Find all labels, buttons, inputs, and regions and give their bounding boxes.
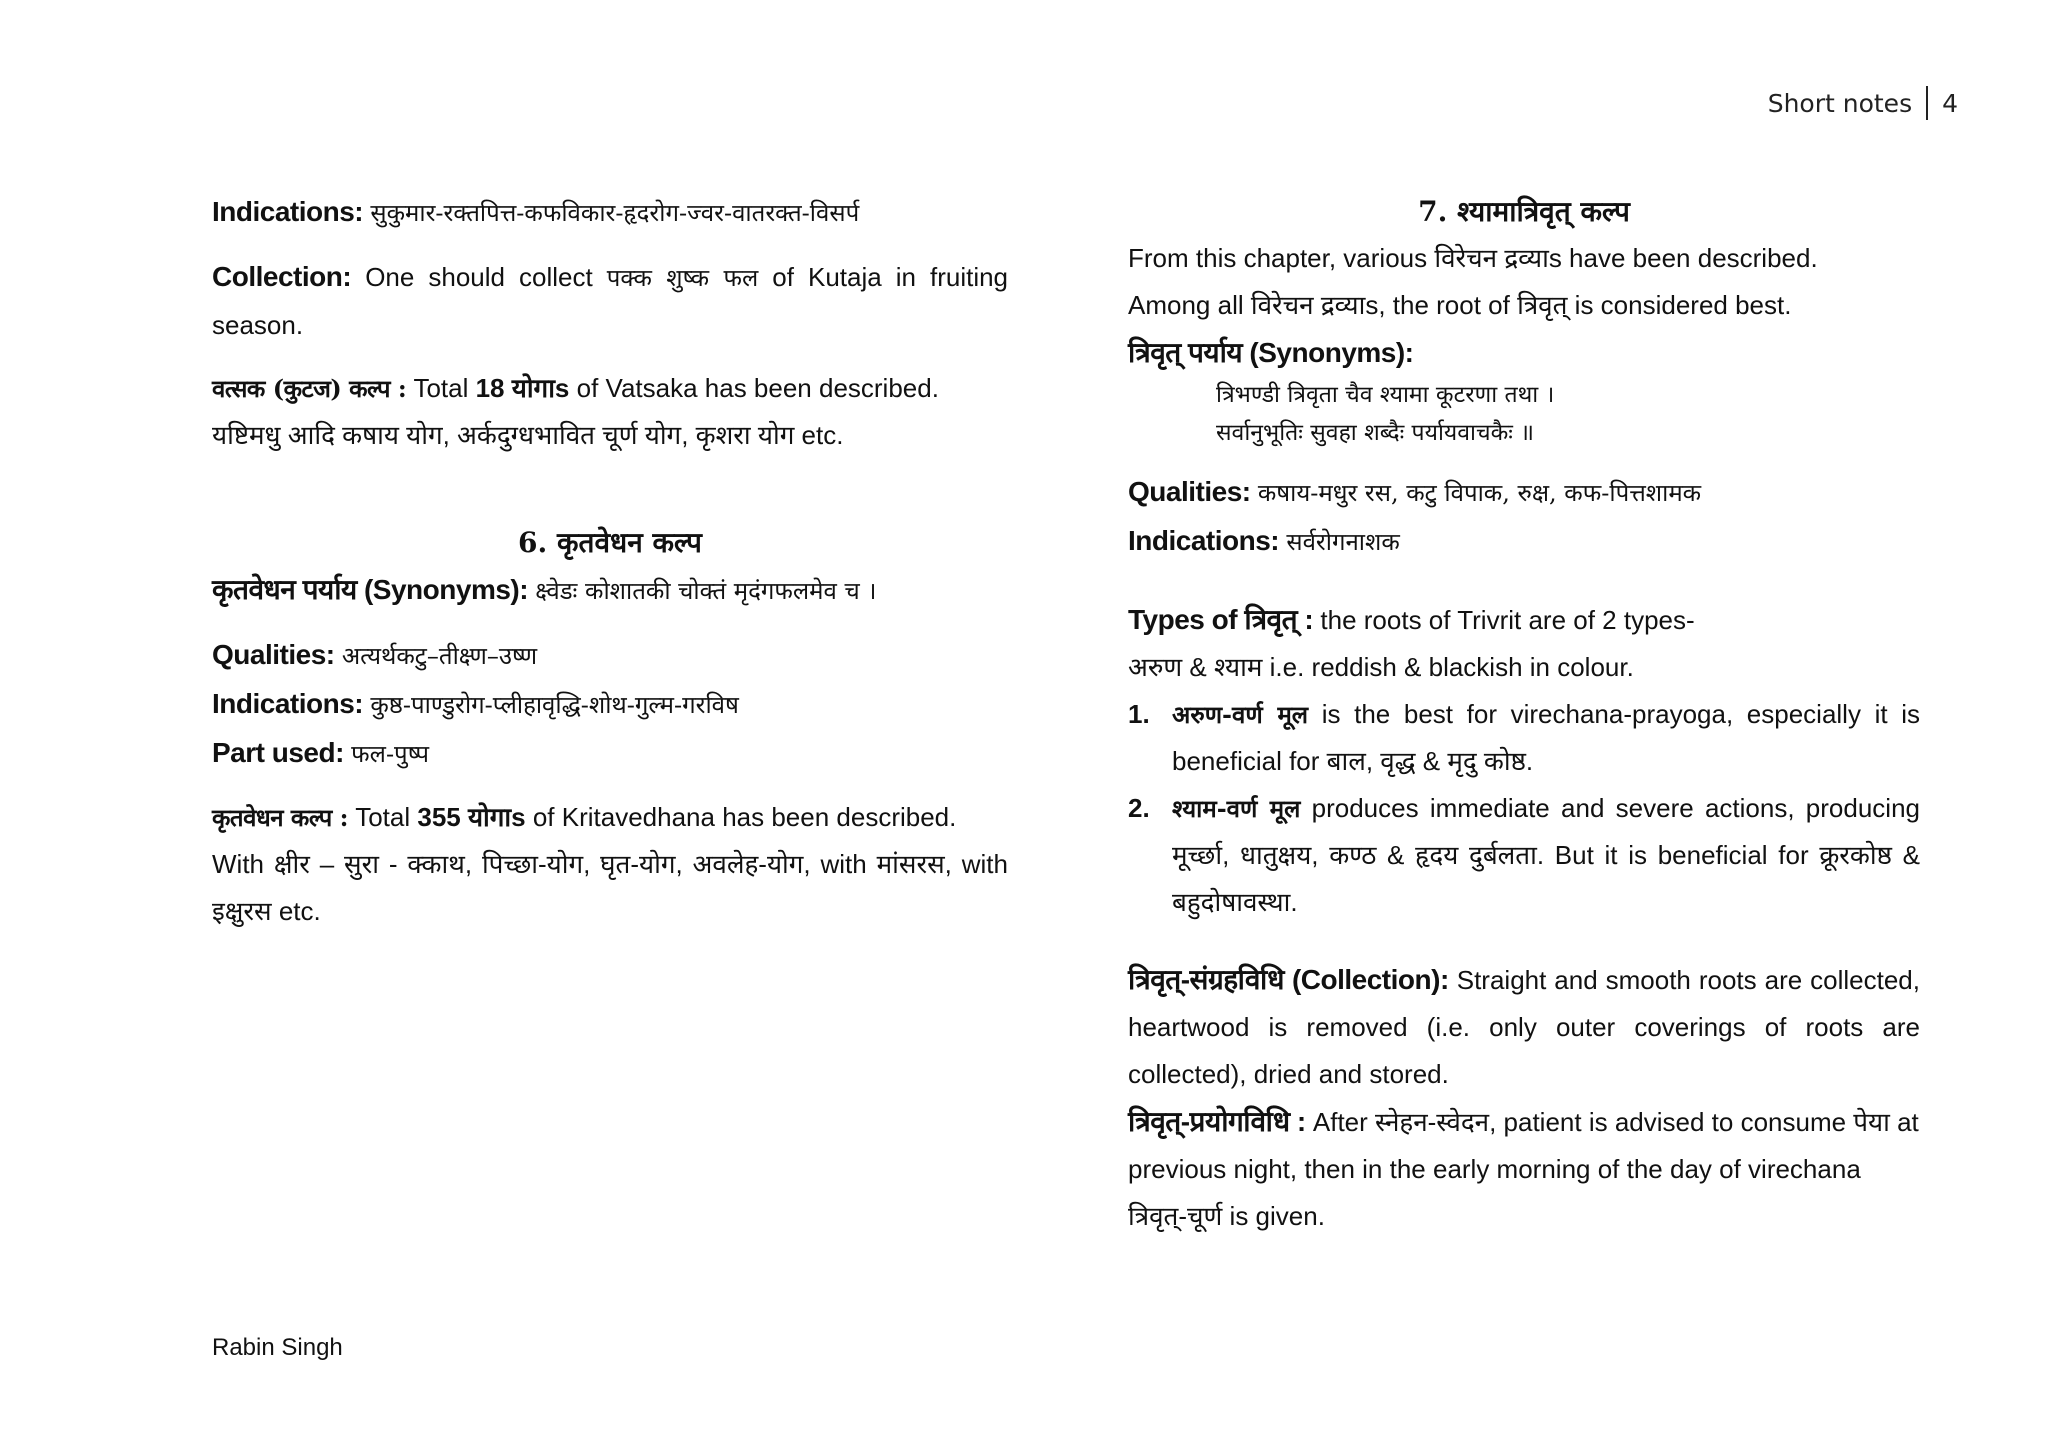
- page-number: 4: [1942, 88, 1958, 118]
- verse: [1128, 376, 1920, 452]
- qualities-6: [212, 631, 1008, 680]
- vatsaka-para: [212, 365, 1008, 459]
- vatsaka-count: 18 योगाs: [475, 373, 570, 403]
- qualities-7-text: कषाय-मधुर रस, कटु विपाक, रुक्ष, कफ-पित्तशामक: [1257, 479, 1702, 507]
- header-divider: [1926, 86, 1928, 120]
- verse-line-2: सर्वानुभूतिः सुवहा शब्दैः पर्यायवाचकैः ॥: [1216, 420, 1534, 446]
- synonyms-6: [212, 566, 1008, 615]
- qualities-6-text: अत्यर्थकटु–तीक्ष्ण–उष्ण: [341, 642, 538, 670]
- indications-7-text: सर्वरोगनाशक: [1286, 528, 1400, 556]
- list-item-number: 1.: [1128, 699, 1150, 729]
- vatsaka-text-2: of Vatsaka has been described.: [576, 373, 939, 403]
- list-item-bold: अरुण-वर्ण मूल: [1172, 700, 1309, 729]
- collection-text-2: of Kutaja in fruiting season.: [212, 262, 1009, 340]
- qualities-7: [1128, 468, 1920, 517]
- indications-1: [212, 188, 1008, 237]
- right-column: [1128, 188, 1920, 1240]
- list-item: [1128, 785, 1920, 926]
- vatsaka-line-2: यष्टिमधु आदि कषाय योग, अर्कदुग्धभावित चूर्ण योग, कृशरा योग etc.: [212, 420, 844, 450]
- qualities-6-label: Qualities:: [212, 639, 335, 670]
- types-text: the roots of Trivrit are of 2 types-: [1320, 605, 1695, 635]
- synonyms-6-text: क्ष्वेडः कोशातकी चोक्तं मृदंगफलमेव च ।: [535, 577, 877, 605]
- list-item-bold: श्याम-वर्ण मूल: [1172, 794, 1301, 823]
- prayoga-text: After स्नेहन-स्वेदन, patient is advised to consume पेया at previous night, then in the early morning of the day of virechana त्रिवृत्-चूर्ण is given.: [1128, 1107, 1919, 1231]
- indications-7-label: Indications:: [1128, 525, 1280, 556]
- types-line-2: अरुण & श्याम i.e. reddish & blackish in colour.: [1128, 652, 1634, 682]
- indications-6-text: कुष्ठ-पाण्डुरोग-प्लीहावृद्धि-शोथ-गुल्म-गरविष: [370, 691, 739, 719]
- synonyms-7-label: त्रिवृत् पर्याय (Synonyms):: [1128, 337, 1414, 368]
- indications-text: सुकुमार-रक्तपित्त-कफविकार-हृदरोग-ज्वर-वातरक्त-विसर्प: [370, 199, 860, 227]
- kritavedhana-count: 355 योगाs: [417, 802, 526, 832]
- collection-label: Collection:: [212, 261, 352, 292]
- kritavedhana-line-2: With क्षीर – सुरा - क्काथ, पिच्छा-योग, घृत-योग, अवलेह-योग, with मांसरस, with इक्षुरस etc.: [212, 849, 1008, 926]
- intro-line-1: From this chapter, various विरेचन द्रव्याs have been described.: [1128, 243, 1818, 273]
- indications-6: [212, 680, 1008, 729]
- types-label: Types of त्रिवृत् :: [1128, 604, 1314, 635]
- kritavedhana-label: कृतवेधन कल्प :: [212, 803, 348, 832]
- vatsaka-text-1: Total: [413, 373, 469, 403]
- prayoga-label: त्रिवृत्-प्रयोगविधि :: [1128, 1106, 1306, 1137]
- types-list: [1128, 691, 1920, 926]
- indications-7: [1128, 517, 1920, 566]
- collection-7-label: त्रिवृत्-संग्रहविधि (Collection):: [1128, 964, 1449, 995]
- collection-dev: पक्क शुष्क फल: [606, 264, 759, 292]
- list-item-text: is the best for virechana-prayoga, especially it is beneficial for बाल, वृद्ध & मृदु कोष्ठ.: [1172, 699, 1920, 776]
- kritavedhana-text-2: of Kritavedhana has been described.: [532, 802, 957, 832]
- intro-line-2: Among all विरेचन द्रव्याs, the root of त्रिवृत् is considered best.: [1128, 290, 1792, 320]
- list-item-number: 2.: [1128, 793, 1150, 823]
- indications-6-label: Indications:: [212, 688, 364, 719]
- part-used-text: फल-पुष्प: [351, 740, 430, 768]
- types-para: [1128, 596, 1920, 644]
- collection-7-para: [1128, 956, 1920, 1098]
- section-6-title: 6. कृतवेधन कल्प: [518, 526, 702, 559]
- header-title: Short notes: [1767, 88, 1913, 118]
- kritavedhana-para: [212, 794, 1008, 841]
- verse-line-1: त्रिभण्डी त्रिवृता चैव श्यामा कूटरणा तथा ।: [1216, 382, 1555, 408]
- kritavedhana-text-1: Total: [355, 802, 411, 832]
- list-item-text: produces immediate and severe actions, producing मूर्च्छा, धातुक्षय, कण्ठ & हृदय दुर्बलता. But it is beneficial for क्रूरकोष्ठ & बहुदोषावस्था.: [1172, 793, 1920, 917]
- collection-7-text: Straight and smooth roots are collected, heartwood is removed (i.e. only outer coverings of roots are collected), dried and stored.: [1128, 965, 1920, 1089]
- left-column: [212, 188, 1008, 935]
- page-header: [1768, 86, 1958, 120]
- section-7-title: 7. श्यामात्रिवृत् कल्प: [1418, 195, 1630, 228]
- vatsaka-label: वत्सक (कुटज) कल्प :: [212, 374, 407, 403]
- list-item: [1128, 691, 1920, 785]
- indications-label: Indications:: [212, 196, 364, 227]
- collection-text-1: One should collect: [365, 262, 593, 292]
- synonyms-6-label: कृतवेधन पर्याय (Synonyms):: [212, 574, 529, 605]
- qualities-7-label: Qualities:: [1128, 476, 1251, 507]
- footer-author: Rabin Singh: [212, 1334, 343, 1361]
- prayoga-para: [1128, 1098, 1920, 1240]
- part-used: [212, 729, 1008, 778]
- collection-para: [212, 253, 1008, 349]
- part-used-label: Part used:: [212, 737, 344, 768]
